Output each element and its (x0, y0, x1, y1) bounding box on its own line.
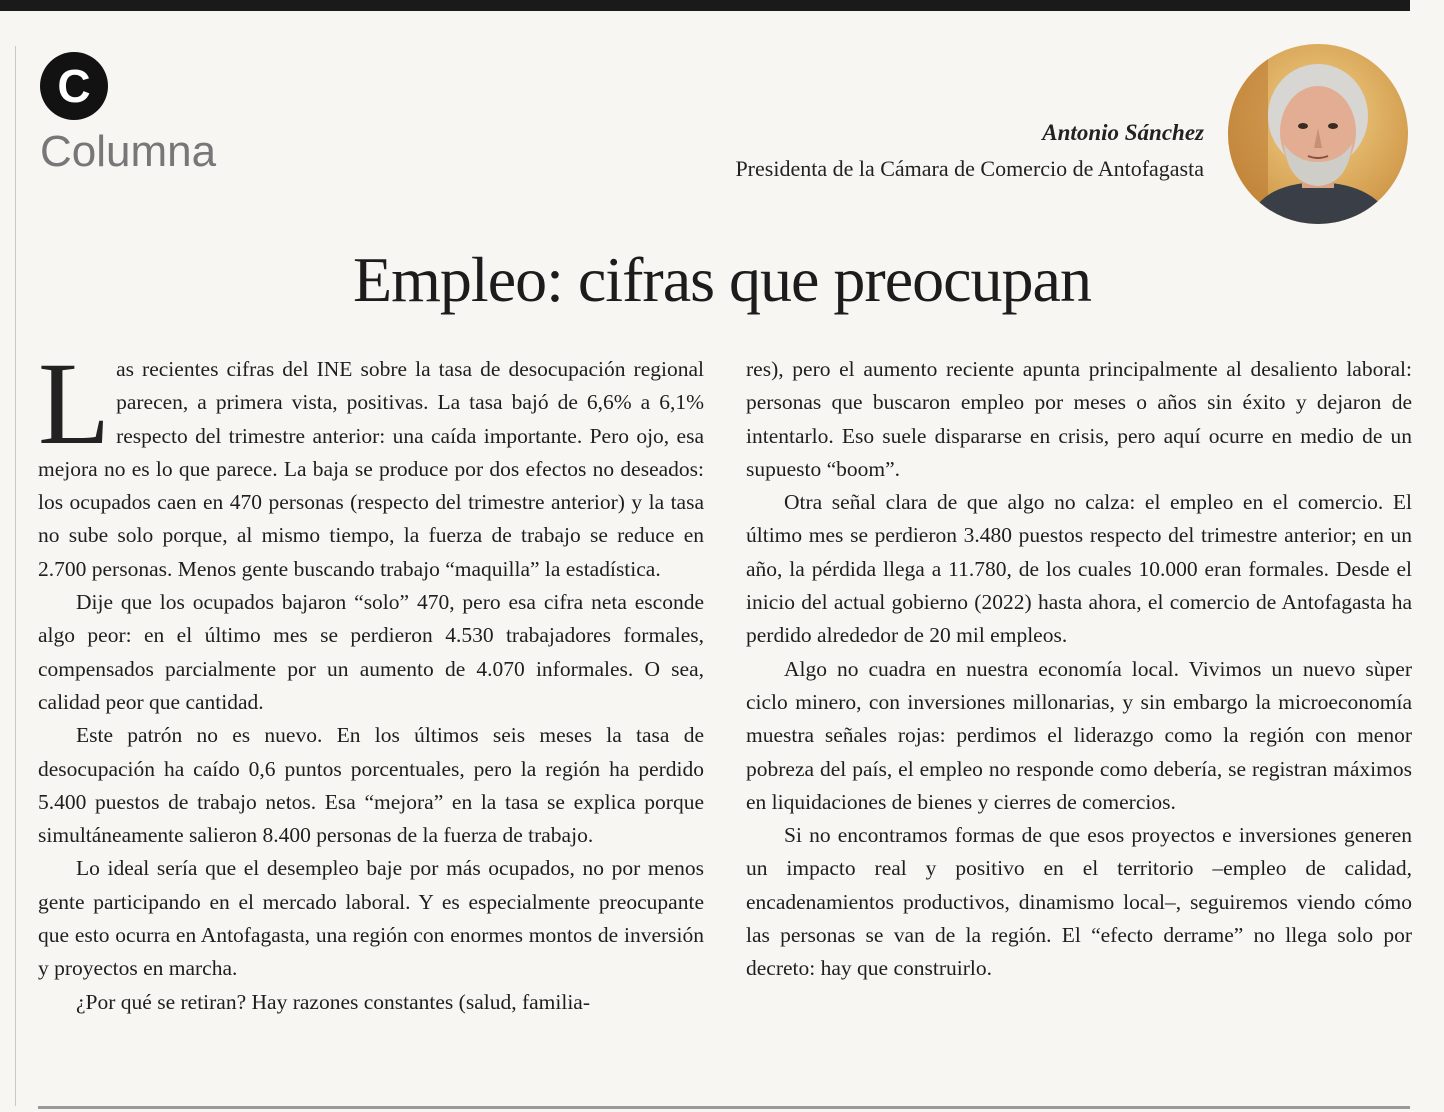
column-divider (15, 46, 16, 1106)
article-paragraph: Algo no cuadra en nuestra economía local. Vivimos un nuevo sùper ciclo minero, con inversiones millonarias, y sin embargo la microeconomía muestra señales rojas: perdimos el liderazgo como la región con menor pobreza del país, el empleo no responde como debería, se registran máximos en liquidaciones de bienes y cierres de comercios. (746, 656, 1412, 814)
article-paragraph: Dije que los ocupados bajaron “solo” 470, pero esa cifra neta esconde algo peor: en el último mes se perdieron 4.530 trabajadores formales, compensados parcialmente por un aumento de 4.070 informales. O sea, calidad peor que cantidad. (38, 590, 704, 714)
article-paragraph: Este patrón no es nuevo. En los últimos seis meses la tasa de desocupación ha caído 0,6 puntos porcentuales, pero la región ha perdido 5.400 puestos de trabajo netos. Esa “mejora” en la tasa se explica porque simultáneamente salieron 8.400 personas de la fuerza de trabajo. (38, 723, 704, 848)
bottom-rule (38, 1106, 1410, 1109)
article-column-left (38, 338, 704, 1019)
author-photo (1228, 44, 1408, 224)
article-paragraph: Otra señal clara de que algo no calza: el empleo en el comercio. El último mes se perdieron 3.480 puestos respecto del trimestre anterior; en un año, la pérdida llega a 11.780, de los cuales 10.000 eran formales. Desde el inicio del actual gobierno (2022) hasta ahora, el comercio de Antofagasta ha perdido alrededor de 20 mil empleos. (746, 490, 1412, 648)
section-label: Columna (40, 127, 217, 176)
article-paragraph: Si no encontramos formas de que esos proyectos e inversiones generen un impacto real y positivo en el territorio –empleo de calidad, encadenamientos productivos, dinamismo local–, seguiremos viendo cómo las personas se van de la región. El “efecto derrame” no llega solo por decreto: hay que construirlo. (746, 823, 1412, 981)
section-badge-icon: C (40, 52, 108, 120)
drop-cap: L (38, 338, 111, 469)
paragraph-text: as recientes cifras del INE sobre la tasa de desocupación regional parecen, a primera vista, positivas. La tasa bajó de 6,6% a 6,1% respecto del trimestre anterior: una caída importante. Pero ojo, esa mejora no es lo que parece. La baja se produce por dos efectos no deseados: los ocupados caen en 470 personas (respecto del trimestre anterior) y la tasa no sube solo porque, al mismo tiempo, la fuerza de trabajo se reduce en 2.700 personas. Menos gente buscando trabajo “maquilla” la estadística. (38, 357, 704, 581)
author-role: Presidenta de la Cámara de Comercio de Antofagasta (735, 156, 1204, 181)
article-headline: Empleo: cifras que preocupan (353, 244, 1091, 315)
article-column-right (746, 353, 1412, 986)
top-rule (0, 0, 1410, 11)
article-paragraph (38, 338, 704, 586)
article-paragraph: res), pero el aumento reciente apunta principalmente al desaliento laboral: personas que buscaron empleo por meses o años sin éxito y dejaron de intentarlo. Eso suele dispararse en crisis, pero aquí ocurre en medio de un supuesto “boom”. (746, 357, 1412, 481)
article-paragraph: ¿Por qué se retiran? Hay razones constantes (salud, familia- (76, 989, 591, 1014)
author-portrait-icon (1228, 44, 1408, 224)
article-paragraph: Lo ideal sería que el desempleo baje por más ocupados, no por menos gente participando en el mercado laboral. Y es especialmente preocupante que esto ocurra en Antofagasta, una región con enormes montos de inversión y proyectos en marcha. (38, 856, 704, 981)
author-name: Antonio Sánchez (1042, 120, 1204, 145)
